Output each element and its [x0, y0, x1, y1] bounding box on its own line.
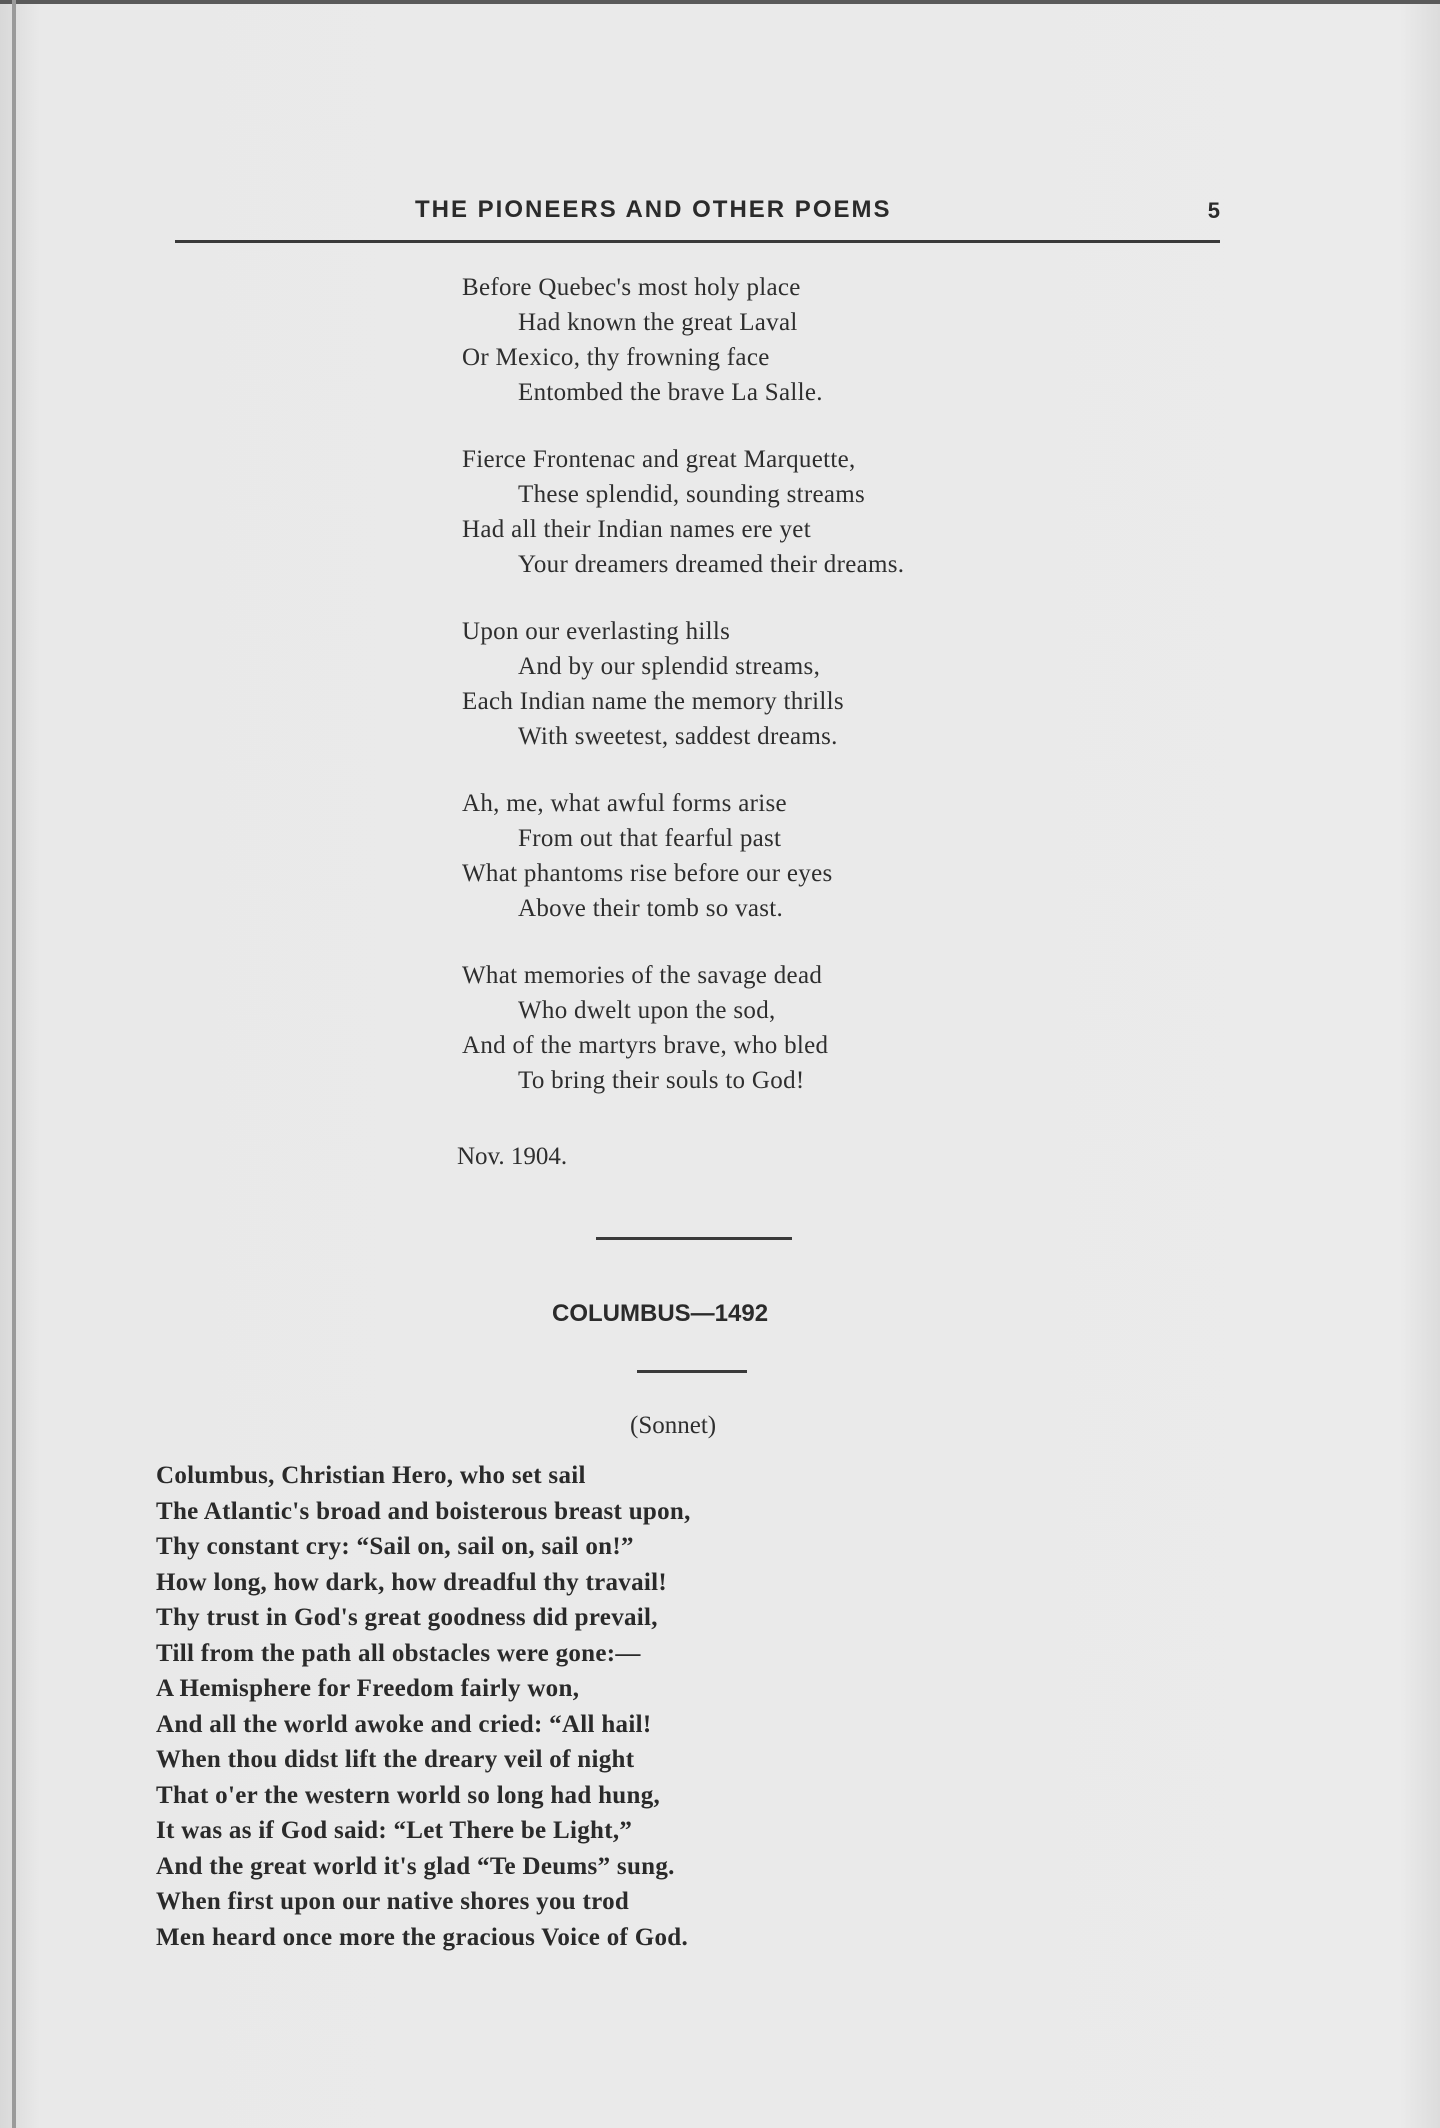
- verse-line: With sweetest, saddest dreams.: [518, 723, 838, 750]
- poem-date: Nov. 1904.: [457, 1143, 568, 1170]
- sonnet-line: Men heard once more the gracious Voice of God.: [156, 1923, 689, 1951]
- poem-title: COLUMBUS—1492: [552, 1300, 769, 1327]
- title-divider: [637, 1370, 747, 1373]
- sonnet-line: It was as if God said: “Let There be Light,”: [156, 1817, 633, 1844]
- verse-line: Entombed the brave La Salle.: [518, 379, 823, 406]
- verse-line: Before Quebec's most holy place: [462, 274, 801, 301]
- sonnet-line: Thy trust in God's great goodness did prevail,: [156, 1604, 658, 1631]
- running-header: [175, 188, 1220, 248]
- page-binding-edge: [12, 0, 16, 2128]
- sonnet-line: Thy constant cry: “Sail on, sail on, sail on!”: [156, 1533, 634, 1560]
- sonnet-line: A Hemisphere for Freedom fairly won,: [156, 1675, 580, 1702]
- sonnet-line: Till from the path all obstacles were gone:—: [156, 1639, 641, 1667]
- sonnet-line: Columbus, Christian Hero, who set sail: [156, 1462, 586, 1489]
- section-divider: [596, 1237, 792, 1240]
- sonnet-line: How long, how dark, how dreadful thy travail!: [156, 1568, 668, 1596]
- running-title: THE PIONEERS AND OTHER POEMS: [415, 196, 892, 223]
- verse-line: What memories of the savage dead: [462, 962, 823, 989]
- verse-line: Upon our everlasting hills: [462, 618, 731, 645]
- sonnet-line: That o'er the western world so long had hung,: [156, 1781, 661, 1809]
- verse-line: Your dreamers dreamed their dreams.: [518, 551, 905, 578]
- poem-stanzas: [462, 270, 1162, 1130]
- page-number: 5: [1207, 198, 1220, 223]
- stanza: [462, 958, 1162, 1098]
- verse-line: Fierce Frontenac and great Marquette,: [462, 446, 856, 473]
- verse-line: Above their tomb so vast.: [518, 895, 784, 922]
- poem-subtitle: (Sonnet): [630, 1412, 717, 1439]
- stanza: [462, 614, 1162, 754]
- verse-line: What phantoms rise before our eyes: [462, 860, 833, 887]
- header-rule: [175, 240, 1220, 243]
- verse-line: And of the martyrs brave, who bled: [462, 1032, 829, 1059]
- stanza: [462, 270, 1162, 410]
- sonnet-line: And the great world it's glad “Te Deums” sung.: [156, 1852, 675, 1880]
- sonnet-line: When thou didst lift the dreary veil of night: [156, 1746, 635, 1773]
- page-top-edge: [0, 0, 1440, 4]
- verse-line: From out that fearful past: [518, 825, 782, 852]
- sonnet-text: [156, 1458, 1056, 1955]
- verse-line: Had all their Indian names ere yet: [462, 516, 811, 543]
- sonnet-line: And all the world awoke and cried: “All hail!: [156, 1710, 652, 1738]
- verse-line: Had known the great Laval: [518, 309, 798, 336]
- sonnet-line: The Atlantic's broad and boisterous breast upon,: [156, 1497, 691, 1525]
- stanza: [462, 786, 1162, 926]
- verse-line: Or Mexico, thy frowning face: [462, 344, 770, 371]
- verse-line: Who dwelt upon the sod,: [518, 997, 776, 1024]
- verse-line: To bring their souls to God!: [518, 1067, 805, 1094]
- sonnet-line: When first upon our native shores you trod: [156, 1888, 630, 1915]
- verse-line: Each Indian name the memory thrills: [462, 688, 844, 715]
- verse-line: These splendid, sounding streams: [518, 481, 866, 508]
- verse-line: Ah, me, what awful forms arise: [462, 790, 787, 817]
- stanza: [462, 442, 1162, 582]
- verse-line: And by our splendid streams,: [518, 653, 821, 680]
